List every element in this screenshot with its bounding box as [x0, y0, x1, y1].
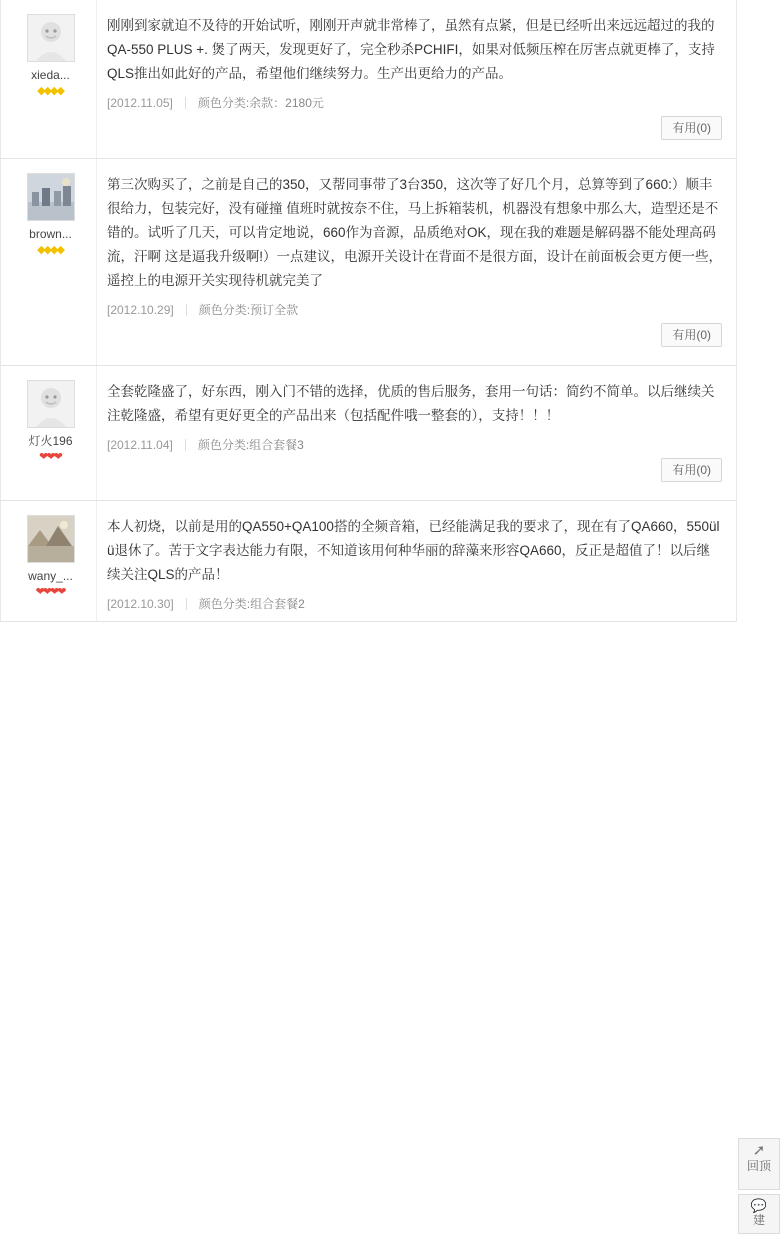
- review-attribute: 颜色分类:组合套餐2: [198, 597, 305, 611]
- back-to-top-label: 回顶: [746, 1159, 771, 1173]
- reviewer-name: 灯火196: [28, 434, 73, 448]
- rank-diamond-icon: ◆: [43, 244, 51, 256]
- useful-area: [107, 454, 722, 492]
- reviewer-rank: [11, 244, 90, 256]
- rank-diamond-icon: ◆: [43, 85, 51, 97]
- default-avatar-icon: [28, 15, 74, 61]
- reviewer-rank: [11, 451, 90, 463]
- reviewer-cell: [1, 501, 97, 621]
- table-row: [1, 366, 736, 501]
- reviewer-cell: [1, 0, 97, 158]
- rank-diamond-icon: ◆: [56, 244, 64, 256]
- meta-divider: [186, 304, 187, 316]
- meta-divider: [186, 598, 187, 610]
- useful-button[interactable]: 有用(0): [661, 116, 722, 140]
- reviewer-name: wany_...: [28, 569, 73, 583]
- review-meta: [107, 94, 722, 112]
- review-attribute: 颜色分类:组合套餐3: [197, 438, 304, 452]
- rank-heart-icon: ❤: [46, 451, 55, 463]
- review-text: 本人初烧，以前是用的QA550+QA100搭的全频音箱，已经能满足我的要求了，现在有了QA660，550ülü退休了。苦于文字表达能力有限，不知道该用何种华丽的辞藻来形容QA660，反正是超值了！以后继续关注QLS的产品！: [107, 519, 720, 582]
- review-meta: [107, 595, 722, 613]
- chat-bubble-icon: 💬: [750, 1198, 768, 1213]
- reviewer-cell: [1, 366, 97, 500]
- table-row: [1, 0, 736, 159]
- review-meta: [107, 436, 722, 454]
- rank-heart-icon: ❤: [35, 586, 44, 598]
- review-content: [97, 0, 736, 158]
- rank-heart-icon: ❤: [50, 586, 59, 598]
- feedback-button[interactable]: [738, 1194, 780, 1234]
- useful-button[interactable]: 有用(0): [661, 323, 722, 347]
- review-date: [2012.10.30]: [107, 597, 174, 611]
- rank-diamond-icon: ◆: [37, 85, 45, 97]
- feedback-label: 建: [752, 1213, 765, 1227]
- rank-heart-icon: ❤: [39, 451, 48, 463]
- review-content: [97, 159, 736, 365]
- avatar[interactable]: [27, 515, 75, 563]
- photo-avatar-icon: [28, 174, 74, 220]
- reviewer-cell: [1, 159, 97, 365]
- rank-heart-icon: ❤: [53, 451, 62, 463]
- review-content: [97, 501, 736, 621]
- table-row: [1, 501, 736, 622]
- review-date: [2012.10.29]: [107, 303, 174, 317]
- review-text: 全套乾隆盛了，好东西，刚入门不错的选择，优质的售后服务，套用一句话：简约不简单。以后继续关注乾隆盛，希望有更好更全的产品出来（包括配件哦一整套的），支持！！！: [107, 384, 715, 423]
- review-list: [0, 0, 737, 622]
- review-meta: [107, 301, 722, 319]
- avatar[interactable]: [27, 173, 75, 221]
- rank-diamond-icon: ◆: [37, 244, 45, 256]
- useful-button[interactable]: 有用(0): [661, 458, 722, 482]
- review-text: 第三次购买了，之前是自己的350，又帮同事带了3台350，这次等了好几个月，总算等到了660:）顺丰很给力，包装完好，没有碰撞 值班时就按奈不住，马上拆箱装机，机器没有想象中那么大，造型还是不错的。试听了几天，可以肯定地说，660作为音源，品质绝对OK，现在我的难题是解码器不能处理高码流，汗啊 这是逼我升级啊!）一点建议，电源开关设计在背面不是很方面，设计在前面板会更方便一些，遥控上的电源开关实现待机就完美了: [107, 177, 723, 288]
- default-avatar-icon: [28, 381, 74, 427]
- rank-heart-icon: ❤: [42, 586, 51, 598]
- review-content: [97, 366, 736, 500]
- review-text: 刚刚到家就迫不及待的开始试听，刚刚开声就非常棒了，虽然有点紧，但是已经听出来远远超过的我的QA-550 PLUS +. 煲了两天，发现更好了，完全秒杀PCHIFI，如果对低频压榨在厉害点就更棒了，支持QLS推出如此好的产品，希望他们继续努力。生产出更给力的产品。: [107, 18, 715, 81]
- reviewer-name: brown...: [29, 227, 72, 241]
- reviewer-rank: [11, 586, 90, 598]
- reviewer-rank: [11, 85, 90, 97]
- photo-avatar-icon: [28, 516, 74, 562]
- rank-diamond-icon: ◆: [50, 85, 58, 97]
- table-row: [1, 159, 736, 366]
- review-attribute: 颜色分类:余款：2180元: [197, 96, 324, 110]
- avatar[interactable]: [27, 14, 75, 62]
- reviewer-name: xieda...: [31, 68, 70, 82]
- useful-area: [107, 319, 722, 357]
- rank-diamond-icon: ◆: [56, 85, 64, 97]
- review-date: [2012.11.05]: [107, 96, 173, 110]
- back-to-top-button[interactable]: [738, 1138, 780, 1190]
- meta-divider: [185, 97, 186, 109]
- review-date: [2012.11.04]: [107, 438, 173, 452]
- arrow-up-icon: ➚: [752, 1142, 766, 1159]
- review-attribute: 颜色分类:预订全款: [198, 303, 299, 317]
- meta-divider: [185, 439, 186, 451]
- rank-heart-icon: ❤: [57, 586, 66, 598]
- rank-diamond-icon: ◆: [50, 244, 58, 256]
- useful-area: [107, 112, 722, 150]
- avatar[interactable]: [27, 380, 75, 428]
